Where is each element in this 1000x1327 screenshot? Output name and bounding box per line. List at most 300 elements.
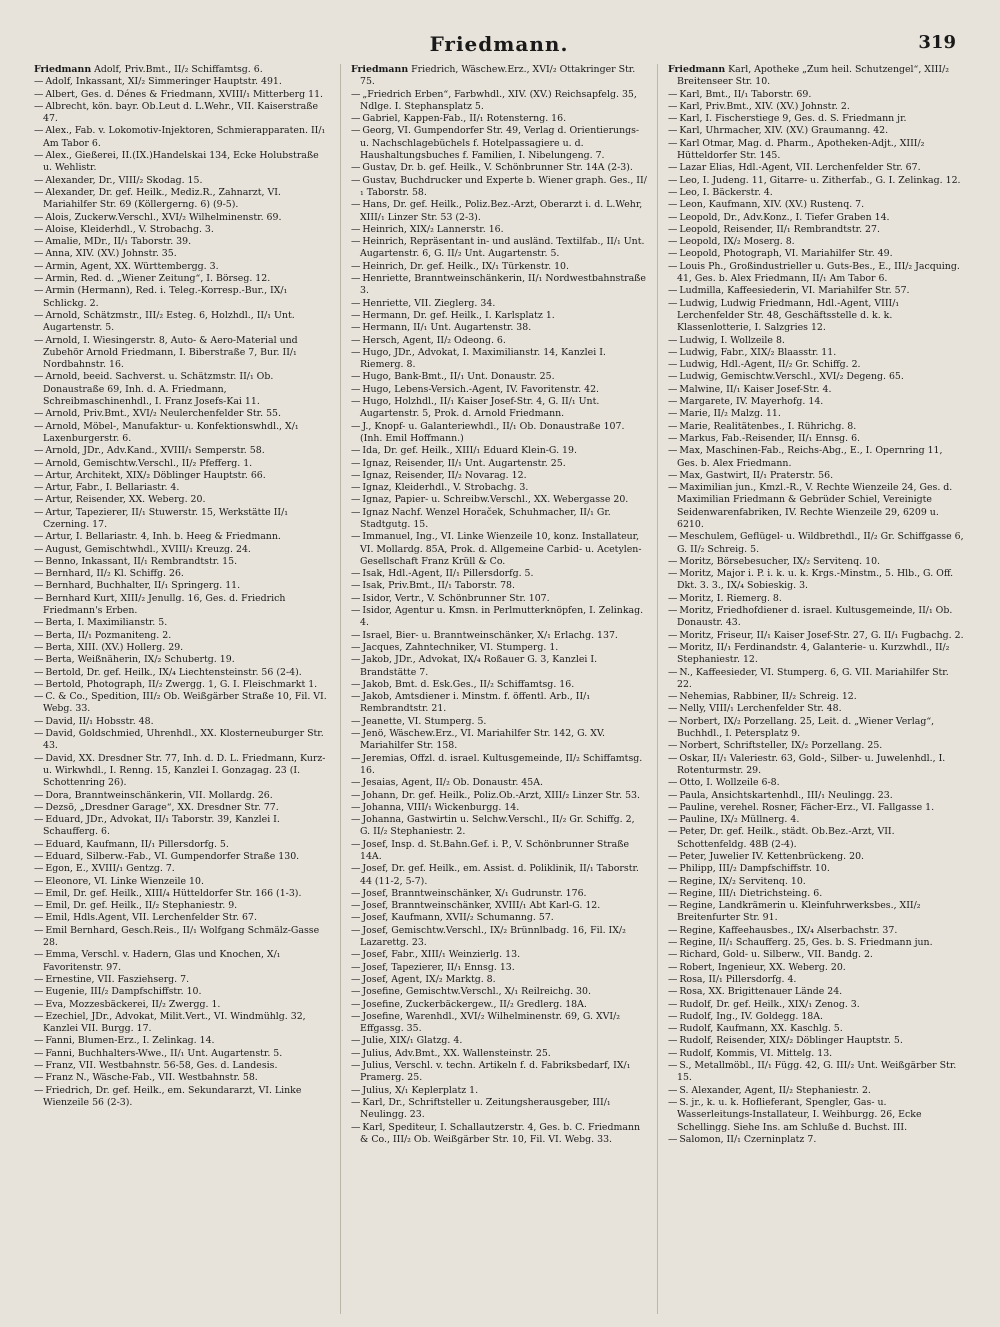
directory-entry: — Lazar Elias, Hdl.-Agent, VII. Lerchenfelder Str. 67. bbox=[668, 162, 921, 174]
directory-entry: — Moritz, I. Riemerg. 8. bbox=[668, 592, 782, 604]
entry-text: Armin, Agent, XX. Württembergg. 3. bbox=[45, 260, 219, 272]
directory-entry: — August, Gemischtwhdl., XVIII/₁ Kreuzg. 24. bbox=[34, 543, 251, 555]
entry-text: Benno, Inkassant, II/₁ Rembrandtstr. 15. bbox=[45, 555, 238, 567]
entry-text: Josefine, Zuckerbäckergew., II/₂ Gredlerg. 18A. bbox=[362, 998, 587, 1010]
directory-entry: — Max, Gastwirt, II/₁ Praterstr. 56. bbox=[668, 469, 834, 481]
surname-heading: Friedmann bbox=[668, 64, 726, 75]
directory-entry: — Nehemias, Rabbiner, II/₂ Schreig. 12. bbox=[668, 691, 857, 703]
entry-text: Ludwig, Hdl.-Agent, II/₂ Gr. Schiffg. 2. bbox=[679, 359, 861, 371]
directory-entry: — Josef, Agent, IX/₂ Marktg. 8. bbox=[351, 973, 496, 985]
entry-text: Fanni, Buchhalters-Wwe., II/₁ Unt. Augartenstr. 5. bbox=[45, 1047, 283, 1059]
directory-entry: — Rudolf, Dr. gef. Heilk., XIX/₁ Zenog. 3. bbox=[668, 998, 860, 1010]
entry-text: Hugo, Lebens-Versich.-Agent, IV. Favoritenstr. 42. bbox=[362, 383, 600, 395]
entry-text: S., Metallmöbl., II/₁ Függ. 42, G. III/₂ Unt. Weißgärber Str. 15. bbox=[677, 1060, 957, 1084]
entry-text: Oskar, II/₁ Valeriestr. 63, Gold-, Silber- u. Juwelenhdl., I. Rotenturmstr. 29. bbox=[677, 752, 946, 776]
directory-entry: — Albrecht, kön. bayr. Ob.Leut d. L.Wehr., VII. Kaiserstraße 47. bbox=[34, 100, 319, 125]
entry-text: Hermann, II/₁ Unt. Augartenstr. 38. bbox=[362, 322, 532, 334]
directory-entry: — Eduard, Silberw.-Fab., VI. Gumpendorfer Straße 130. bbox=[34, 851, 300, 862]
entry-text: Amalie, MDr., II/₁ Taborstr. 39. bbox=[45, 236, 192, 248]
entry-text: Artur, I. Bellariastr. 4, Inh. b. Heeg & Friedmann. bbox=[45, 531, 281, 543]
directory-entry: — Oskar, II/₁ Valeriestr. 63, Gold-, Silber- u. Juwelenhdl., I. Rotenturmstr. 29. bbox=[668, 752, 946, 776]
directory-entry: — Isidor, Agentur u. Kmsn. in Perlmutterknöpfen, I. Zelinkag. 4. bbox=[351, 605, 644, 629]
directory-entry: — Isidor, Vertr., V. Schönbrunner Str. 107. bbox=[351, 592, 550, 604]
directory-entry: — Arnold, Schätzmstr., III/₂ Esteg. 6, Holzhdl., II/₁ Unt. Augartenstr. 5. bbox=[34, 309, 295, 334]
entry-text: Ludwig, Ludwig Friedmann, Hdl.-Agent, VIII/₁ Lerchenfelder Str. 48, Geschäftsstelle d. k. k. Klassenlotterie, I. Salzgries 12. bbox=[677, 297, 900, 334]
entry-text: Emma, Verschl. v. Hadern, Glas und Knochen, X/₁ Favoritenstr. 97. bbox=[43, 949, 281, 973]
entry-text: Karl, Bmt., II/₁ Taborstr. 69. bbox=[679, 88, 812, 100]
directory-entry: — Dora, Branntweinschänkerin, VII. Mollardg. 26. bbox=[34, 789, 273, 801]
directory-entry: — Josef, Gemischtw.Verschl., IX/₂ Brünnlbadg. 16, Fil. IX/₂ Lazarettg. 23. bbox=[351, 924, 626, 949]
entry-text: Josef, Dr. gef. Heilk., em. Assist. d. Poliklinik, II/₁ Taborstr. 44 (11-2, 5-7). bbox=[360, 863, 639, 887]
entry-text: Marie, Realitätenbes., I. Rührichg. 8. bbox=[679, 420, 857, 432]
entry-text: Jakob, Bmt. d. Esk.Ges., II/₂ Schiffamtsg. 16. bbox=[362, 678, 575, 690]
directory-entry: — Armin, Red. d. „Wiener Zeitung“, I. Börseg. 12. bbox=[34, 273, 271, 285]
directory-entry: — Eugenie, III/₂ Dampfschiffstr. 10. bbox=[34, 986, 202, 998]
entry-text: Karl, Spediteur, I. Schallautzerstr. 4, Ges. b. C. Friedmann & Co., III/₂ Ob. Weißgärber Str. 10, Fil. VI. Webg. 33. bbox=[360, 1121, 641, 1145]
entry-text: Isidor, Agentur u. Kmsn. in Perlmutterknöpfen, I. Zelinkag. 4. bbox=[360, 605, 644, 629]
entry-text: Isak, Hdl.-Agent, II/₁ Pillersdorfg. 5. bbox=[362, 568, 534, 580]
entry-text: Johanna, Gastwirtin u. Selchw.Verschl., II/₂ Gr. Schiffg. 2, G. II/₂ Stephaniestr. 2. bbox=[360, 814, 635, 838]
entry-text: Eduard, Silberw.-Fab., VI. Gumpendorfer Straße 130. bbox=[45, 851, 300, 862]
entry-text: Armin, Red. d. „Wiener Zeitung“, I. Börseg. 12. bbox=[45, 273, 271, 285]
directory-entry: — Eleonore, VI. Linke Wienzeile 10. bbox=[34, 875, 204, 887]
directory-entry: — Leon, Kaufmann, XIV. (XV.) Rustenq. 7. bbox=[668, 199, 865, 211]
directory-entry: — Jeremias, Offzl. d. israel. Kultusgemeinde, II/₂ Schiffamtsg. 16. bbox=[351, 752, 643, 776]
entry-text: Nelly, VIII/₁ Lerchenfelder Str. 48. bbox=[679, 703, 842, 715]
entry-text: Rudolf, Reisender, XIX/₂ Döblinger Hauptstr. 5. bbox=[679, 1035, 903, 1047]
directory-entry: — Karl, I. Fischerstiege 9, Ges. d. S. Friedmann jr. bbox=[668, 113, 907, 125]
directory-entry: — Emil, Hdls.Agent, VII. Lerchenfelder Str. 67. bbox=[34, 912, 257, 924]
entry-text: Ezechiel, JDr., Advokat, Milit.Vert., VI. Windmühlg. 32, Kanzlei VII. Burgg. 17. bbox=[43, 1010, 306, 1035]
entry-text: Ignaz, Reisender, II/₁ Unt. Augartenstr. 25. bbox=[362, 457, 566, 469]
entry-text: Jakob, JDr., Advokat, IX/₄ Roßauer G. 3, Kanzlei I. Brandstätte 7. bbox=[360, 654, 598, 678]
directory-entry: — Regine, III/₁ Dietrichsteing. 6. bbox=[668, 887, 823, 899]
entry-text: Heinrich, XIX/₂ Lannerstr. 16. bbox=[362, 223, 504, 235]
entry-text: Salomon, II/₁ Czerninplatz 7. bbox=[679, 1133, 817, 1145]
directory-entry: — Josef, Branntweinschänker, X/₁ Gudrunstr. 176. bbox=[351, 887, 587, 899]
directory-entry: — Johanna, VIII/₁ Wickenburgg. 14. bbox=[351, 801, 520, 813]
entry-text: Berta, II/₁ Pozmaniteng. 2. bbox=[45, 629, 172, 641]
entry-text: Alex., Gießerei, II.(IX.)Handelskai 134, Ecke Holubstraße u. Wehlistr. bbox=[43, 150, 319, 174]
entry-text: Ludwig, I. Wollzeile 8. bbox=[679, 334, 785, 346]
directory-entry: — Hersch, Agent, II/₂ Odeong. 6. bbox=[351, 334, 506, 346]
directory-entry: — N., Kaffeesieder, VI. Stumperg. 6, G. VII. Mariahilfer Str. 22. bbox=[668, 666, 949, 690]
entry-text: Josef, Branntweinschänker, XVIII/₁ Abt Karl-G. 12. bbox=[362, 900, 601, 912]
entry-text: Adolf, Inkassant, XI/₂ Simmeringer Hauptstr. 491. bbox=[45, 76, 282, 88]
directory-entry: — Ignaz, Kleiderhdl., V. Strobachg. 3. bbox=[351, 482, 529, 494]
entry-text: Josefine, Gemischtw.Verschl., X/₁ Reilreichg. 30. bbox=[362, 986, 591, 998]
column-middle bbox=[351, 64, 647, 1314]
column-divider bbox=[657, 64, 658, 1314]
directory-entry: — Heinrich, Dr. gef. Heilk., IX/₁ Türkenstr. 10. bbox=[351, 260, 569, 272]
entry-text: Ludwig, Gemischtw.Verschl., XVI/₂ Degeng. 65. bbox=[679, 371, 904, 383]
column-left bbox=[34, 64, 330, 1314]
entry-text: Otto, I. Wollzeile 6-8. bbox=[679, 777, 780, 789]
directory-entry: — Jakob, Amtsdiener i. Minstm. f. öffentl. Arb., II/₁ Rembrandtstr. 21. bbox=[351, 691, 591, 715]
entry-text: Jacques, Zahntechniker, VI. Stumperg. 1. bbox=[362, 641, 559, 653]
directory-entry: — Arnold, Möbel-, Manufaktur- u. Konfektionswhdl., X/₁ Laxenburgerstr. 6. bbox=[34, 420, 299, 444]
entry-text: Friedrich, Dr. gef. Heilk., em. Sekundararzt, VI. Linke Wienzeile 56 (2-3). bbox=[43, 1084, 302, 1108]
directory-entry: — Josef, Kaufmann, XVII/₂ Schumanng. 57. bbox=[351, 912, 554, 924]
directory-entry: — Jakob, Bmt. d. Esk.Ges., II/₂ Schiffamtsg. 16. bbox=[351, 678, 575, 690]
entry-text: Karl, Dr., Schriftsteller u. Zeitungsherausgeber, III/₁ Neulingg. 23. bbox=[360, 1096, 611, 1121]
entry-text: Hugo, Bank-Bmt., II/₁ Unt. Donaustr. 25. bbox=[362, 371, 555, 383]
directory-entry: — Georg, VI. Gumpendorfer Str. 49, Verlag d. Orientierungs- u. Nachschlagebüchels f. Hotelpassagiere u. d. Haushaltungsbuches f. Familien, I. Nibelungeng. 7. bbox=[351, 125, 640, 162]
entry-text: Josef, Tapezierer, II/₁ Ennsg. 13. bbox=[362, 961, 515, 973]
entry-text: Henriette, VII. Zieglerg. 34. bbox=[362, 297, 496, 309]
directory-entry: — Franz N., Wäsche-Fab., VII. Westbahnstr. 58. bbox=[34, 1072, 258, 1084]
entry-text: Peter, Dr. gef. Heilk., städt. Ob.Bez.-Arzt, VII. Schottenfeldg. 48B (2-4). bbox=[677, 826, 895, 850]
entry-text: Eleonore, VI. Linke Wienzeile 10. bbox=[45, 875, 204, 887]
directory-entry: — Moritz, Friseur, II/₁ Kaiser Josef-Str. 27, G. II/₁ Fugbachg. 2. bbox=[668, 629, 964, 641]
directory-entry: — Artur, Architekt, XIX/₂ Döblinger Hauptstr. 66. bbox=[34, 469, 266, 481]
directory-entry: — Regine, Landkrämerin u. Kleinfuhrwerksbes., XII/₂ Breitenfurter Str. 91. bbox=[668, 900, 921, 924]
directory-entry: — Armin (Hermann), Red. i. Teleg.-Korresp.-Bur., IX/₁ Schlickg. 2. bbox=[34, 285, 288, 309]
directory-entry: — Moritz, Major i. P. i. k. u. k. Krgs.-Minstm., 5. Hlb., G. Off. Dkt. 3. 3., IX/₄ Sobieskig. 3. bbox=[668, 568, 954, 592]
entry-text: Rudolf, Dr. gef. Heilk., XIX/₁ Zenog. 3. bbox=[679, 998, 860, 1010]
entry-text: Louis Ph., Großindustrieller u. Guts-Bes., E., III/₂ Jacquing. 41, Ges. b. Alex Friedmann, II/₁ Am Tabor 6. bbox=[677, 260, 960, 285]
directory-entry: — Robert, Ingenieur, XX. Weberg. 20. bbox=[668, 961, 846, 973]
directory-entry: — David, Goldschmied, Uhrenhdl., XX. Klosterneuburger Str. 43. bbox=[34, 728, 324, 752]
directory-entry: — Berta, I. Maximilianstr. 5. bbox=[34, 617, 168, 629]
entry-text: Berta, XIII. (XV.) Hollerg. 29. bbox=[45, 641, 184, 653]
entry-text: Arnold, I. Wiesingerstr. 8, Auto- & Aero-Material und Zubehör Arnold Friedmann, I. Biberstraße 7, Bur. II/₁ Nordbahnstr. 16. bbox=[43, 334, 298, 371]
directory-entry: — Pauline, IX/₂ Müllnerg. 4. bbox=[668, 814, 800, 826]
directory-entry: — Regine, II/₁ Schaufferg. 25, Ges. b. S. Friedmann jun. bbox=[668, 937, 933, 949]
entry-text: Hugo, JDr., Advokat, I. Maximilianstr. 14, Kanzlei I. Riemerg. 8. bbox=[360, 346, 606, 371]
entry-text: Jakob, Amtsdiener i. Minstm. f. öffentl. Arb., II/₁ Rembrandtstr. 21. bbox=[360, 691, 591, 715]
entry-text: Josef, Fabr., XIII/₁ Weinzierlg. 13. bbox=[362, 949, 521, 961]
directory-entry: — Nelly, VIII/₁ Lerchenfelder Str. 48. bbox=[668, 703, 842, 715]
directory-entry: — Karl, Spediteur, I. Schallautzerstr. 4, Ges. b. C. Friedmann & Co., III/₂ Ob. Weißgärber Str. 10, Fil. VI. Webg. 33. bbox=[351, 1121, 641, 1145]
directory-entry: — Ernestine, VII. Fasziehserg. 7. bbox=[34, 973, 190, 985]
entry-text: Isak, Priv.Bmt., II/₁ Taborstr. 78. bbox=[362, 580, 515, 592]
directory-entry: — Emil Bernhard, Gesch.Reis., II/₁ Wolfgang Schmälz-Gasse 28. bbox=[34, 924, 320, 949]
directory-entry: — Benno, Inkassant, II/₁ Rembrandtstr. 15. bbox=[34, 555, 238, 567]
directory-entry: — Albert, Ges. d. Dénes & Friedmann, XVIII/₁ Mitterberg 11. bbox=[34, 88, 324, 100]
entry-text: Pauline, IX/₂ Müllnerg. 4. bbox=[679, 814, 800, 826]
directory-entry: — Hugo, Holzhdl., II/₁ Kaiser Josef-Str. 4, G. II/₁ Unt. Augartenstr. 5, Prok. d. Arnold Friedmann. bbox=[351, 396, 600, 420]
entry-text: Heinrich, Dr. gef. Heilk., IX/₁ Türkenstr. 10. bbox=[362, 260, 569, 272]
entry-text: Arnold, beeid. Sachverst. u. Schätzmstr. II/₁ Ob. Donaustraße 69, Inh. d. A. Friedmann, Schreibmaschinenhdl., I. Franz Josefs-Kai 11. bbox=[43, 371, 274, 408]
directory-entry: — Ignaz, Reisender, II/₁ Unt. Augartenstr. 25. bbox=[351, 457, 566, 469]
entry-text: Eduard, Kaufmann, II/₁ Pillersdorfg. 5. bbox=[45, 838, 229, 850]
entry-text: Moritz, I. Riemerg. 8. bbox=[679, 592, 782, 604]
directory-entry: — Alex., Fab. v. Lokomotiv-Injektoren, Schmierapparaten. II/₁ Am Tabor 6. bbox=[34, 125, 326, 149]
directory-entry: — Hans, Dr. gef. Heilk., Poliz.Bez.-Arzt, Oberarzt i. d. L.Wehr, XIII/₁ Linzer Str. 53 (2-3). bbox=[351, 199, 643, 223]
directory-entry: — Josef, Branntweinschänker, XVIII/₁ Abt Karl-G. 12. bbox=[351, 900, 601, 912]
directory-entry: — Arnold, I. Wiesingerstr. 8, Auto- & Aero-Material und Zubehör Arnold Friedmann, I. Biberstraße 7, Bur. II/₁ Nordbahnstr. 16. bbox=[34, 334, 298, 371]
entry-text: Rosa, II/₁ Pillersdorfg. 4. bbox=[679, 973, 797, 985]
entry-text: N., Kaffeesieder, VI. Stumperg. 6, G. VII. Mariahilfer Str. 22. bbox=[677, 666, 949, 690]
directory-entry: — Regine, Kaffeehausbes., IX/₄ Alserbachstr. 37. bbox=[668, 924, 898, 936]
directory-entry: — Berta, Weißnäherin, IX/₂ Schubertg. 19. bbox=[34, 654, 235, 666]
entry-text: Malwine, II/₁ Kaiser Josef-Str. 4. bbox=[679, 383, 832, 395]
entry-text: Peter, Juwelier IV. Kettenbrückeng. 20. bbox=[679, 851, 865, 862]
directory-entry: — Meschulem, Geflügel- u. Wildbrethdl., II/₂ Gr. Schiffgasse 6, G. II/₂ Schreig. 5. bbox=[668, 531, 964, 555]
entry-text: Pauline, verehel. Rosner, Fächer-Erz., VI. Fallgasse 1. bbox=[679, 801, 935, 813]
column-divider bbox=[340, 64, 341, 1314]
directory-entry: — Gustav, Dr. b. gef. Heilk., V. Schönbrunner Str. 14A (2-3). bbox=[351, 162, 633, 174]
directory-entry: — Rudolf, Kaufmann, XX. Kaschlg. 5. bbox=[668, 1023, 843, 1035]
directory-entry: — Julie, XIX/₁ Glatzg. 4. bbox=[351, 1035, 463, 1047]
entry-text: Bertold, Photograph, II/₂ Zwergg. 1, G. I. Fleischmarkt 1. bbox=[45, 678, 318, 690]
entry-text: Ernestine, VII. Fasziehserg. 7. bbox=[45, 973, 190, 985]
directory-entry: — Leo, I. Bäckerstr. 4. bbox=[668, 186, 773, 198]
entry-text: Albrecht, kön. bayr. Ob.Leut d. L.Wehr., VII. Kaiserstraße 47. bbox=[43, 100, 319, 125]
directory-entry: — Julius, X/₁ Keplerplatz 1. bbox=[351, 1084, 479, 1096]
entry-text: Bernhard, II/₂ Kl. Schiffg. 26. bbox=[45, 568, 184, 580]
directory-entry bbox=[351, 64, 647, 89]
page-header bbox=[34, 30, 964, 64]
directory-entry: — Norbert, IX/₂ Porzellang. 25, Leit. d. „Wiener Verlag“, Buchhdl., I. Petersplatz 9. bbox=[668, 715, 935, 740]
directory-entry: — Julius, Adv.Bmt., XX. Wallensteinstr. 25. bbox=[351, 1047, 551, 1059]
entry-text: Max, Gastwirt, II/₁ Praterstr. 56. bbox=[679, 469, 834, 481]
entry-text: Josef, Gemischtw.Verschl., IX/₂ Brünnlbadg. 16, Fil. IX/₂ Lazarettg. 23. bbox=[360, 924, 626, 949]
entry-text: Ignaz Nachf. Wenzel Horaček, Schuhmacher, II/₁ Gr. Stadtgutg. 15. bbox=[360, 506, 611, 530]
entry-text: Henriette, Branntweinschänkerin, II/₁ Nordwestbahnstraße 3. bbox=[360, 273, 646, 297]
directory-entry: — Peter, Juwelier IV. Kettenbrückeng. 20. bbox=[668, 851, 865, 862]
entry-text: Richard, Gold- u. Silberw., VII. Bandg. 2. bbox=[679, 949, 873, 961]
entry-text: Armin (Hermann), Red. i. Teleg.-Korresp.-Bur., IX/₁ Schlickg. 2. bbox=[43, 285, 288, 309]
directory-entry: — Maximilian jun., Kmzl.-R., V. Rechte Wienzeile 24, Ges. d. Maximilian Friedmann & Gebrüder Schiel, Vereinigte Seidenwarenfabriken, IV. Rechte Wienzeile 29, 6209 u. 6210. bbox=[668, 482, 953, 530]
entry-text: Berta, I. Maximilianstr. 5. bbox=[45, 617, 168, 629]
directory-entry: — Johann, Dr. gef. Heilk., Poliz.Ob.-Arzt, XIII/₂ Linzer Str. 53. bbox=[351, 789, 640, 801]
directory-entry: — Hermann, II/₁ Unt. Augartenstr. 38. bbox=[351, 322, 532, 334]
entry-text: Arnold, Gemischtw.Verschl., II/₂ Pfefferg. 1. bbox=[45, 457, 253, 469]
directory-entry: — Armin, Agent, XX. Württembergg. 3. bbox=[34, 260, 219, 272]
directory-entry: — Josefine, Zuckerbäckergew., II/₂ Gredlerg. 18A. bbox=[351, 998, 587, 1010]
directory-entry: — Josef, Dr. gef. Heilk., em. Assist. d. Poliklinik, II/₁ Taborstr. 44 (11-2, 5-7). bbox=[351, 863, 639, 887]
directory-entry: — Hugo, Bank-Bmt., II/₁ Unt. Donaustr. 25. bbox=[351, 371, 555, 383]
entry-text: Arnold, Priv.Bmt., XVI/₂ Neulerchenfelder Str. 55. bbox=[45, 408, 281, 420]
entry-text: Josef, Branntweinschänker, X/₁ Gudrunstr. 176. bbox=[362, 887, 587, 899]
directory-entry: — Max, Maschinen-Fab., Reichs-Abg., E., I. Opernring 11, Ges. b. Alex Friedmann. bbox=[668, 445, 943, 469]
directory-entry: — Leopold, Photograph, VI. Mariahilfer Str. 49. bbox=[668, 248, 893, 260]
entry-text: Rosa, XX. Brigittenauer Lände 24. bbox=[679, 986, 843, 998]
directory-entry: — Arnold, beeid. Sachverst. u. Schätzmstr. II/₁ Ob. Donaustraße 69, Inh. d. A. Friedmann, Schreibmaschinenhdl., I. Franz Josefs-Kai 11. bbox=[34, 371, 274, 408]
entry-text: Artur, Fabr., I. Bellariastr. 4. bbox=[45, 482, 180, 494]
directory-entry bbox=[668, 64, 964, 89]
directory-entry: — Leopold, Reisender, II/₁ Rembrandtstr. 27. bbox=[668, 223, 880, 235]
entry-text: Adolf, Priv.Bmt., II/₂ Schiffamtsg. 6. bbox=[94, 64, 263, 75]
directory-entry: — Egon, E., XVIII/₁ Gentzg. 7. bbox=[34, 863, 175, 875]
entry-text: Regine, Landkrämerin u. Kleinfuhrwerksbes., XII/₂ Breitenfurter Str. 91. bbox=[677, 900, 921, 924]
directory-entry: — Aloise, Kleiderhdl., V. Strobachg. 3. bbox=[34, 223, 214, 235]
column-right bbox=[668, 64, 964, 1314]
entry-text: Leopold, Photograph, VI. Mariahilfer Str. 49. bbox=[679, 248, 893, 260]
directory-entry: — J., Knopf- u. Galanteriewhdl., II/₁ Ob. Donaustraße 107. (Inh. Emil Hoffmann.) bbox=[351, 420, 625, 444]
directory-entry: — Dezsö, „Dresdner Garage“, XX. Dresdner Str. 77. bbox=[34, 801, 279, 813]
entry-text: Karl, Uhrmacher, XIV. (XV.) Graumanng. 42. bbox=[679, 125, 889, 137]
directory-entry: — Pauline, verehel. Rosner, Fächer-Erz., VI. Fallgasse 1. bbox=[668, 801, 935, 813]
directory-entry: — Hermann, Dr. gef. Heilk., I. Karlsplatz 1. bbox=[351, 309, 555, 321]
directory-entry: — Ezechiel, JDr., Advokat, Milit.Vert., VI. Windmühlg. 32, Kanzlei VII. Burgg. 17. bbox=[34, 1010, 306, 1035]
directory-entry: — Ludwig, I. Wollzeile 8. bbox=[668, 334, 785, 346]
directory-entry: — Philipp, III/₂ Dampfschiffstr. 10. bbox=[668, 863, 830, 875]
directory-entry: — Eduard, Kaufmann, II/₁ Pillersdorfg. 5. bbox=[34, 838, 229, 850]
directory-entry: — Margarete, IV. Mayerhofg. 14. bbox=[668, 396, 824, 408]
directory-entry: — Ignaz, Papier- u. Schreibw.Verschl., XX. Webergasse 20. bbox=[351, 494, 629, 506]
directory-entry: — Jacques, Zahntechniker, VI. Stumperg. 1. bbox=[351, 641, 559, 653]
entry-text: Moritz, Börsebesucher, IX/₂ Servitenq. 10. bbox=[679, 555, 881, 567]
entry-text: Moritz, Friseur, II/₁ Kaiser Josef-Str. 27, G. II/₁ Fugbachg. 2. bbox=[679, 629, 964, 641]
entry-text: Julie, XIX/₁ Glatzg. 4. bbox=[362, 1035, 463, 1047]
directory-entry bbox=[34, 64, 330, 76]
entry-text: Regine, Kaffeehausbes., IX/₄ Alserbachstr. 37. bbox=[679, 924, 898, 936]
entry-text: Dora, Branntweinschänkerin, VII. Mollardg. 26. bbox=[45, 789, 273, 801]
directory-entry: — Marie, Realitätenbes., I. Rührichg. 8. bbox=[668, 420, 857, 432]
directory-entry: — Henriette, Branntweinschänkerin, II/₁ Nordwestbahnstraße 3. bbox=[351, 273, 646, 297]
surname-heading: Friedmann bbox=[34, 64, 92, 75]
directory-entry: — Salomon, II/₁ Czerninplatz 7. bbox=[668, 1133, 817, 1145]
directory-entry: — Karl, Priv.Bmt., XIV. (XV.) Johnstr. 2. bbox=[668, 100, 850, 112]
entry-text: Moritz, II/₁ Ferdinandstr. 4, Galanterie- u. Kurzwhdl., II/₂ Stephaniestr. 12. bbox=[677, 641, 950, 666]
entry-text: Rudolf, Kaufmann, XX. Kaschlg. 5. bbox=[679, 1023, 843, 1035]
entry-text: J., Knopf- u. Galanteriewhdl., II/₁ Ob. Donaustraße 107. (Inh. Emil Hoffmann.) bbox=[360, 420, 625, 444]
entry-text: Georg, VI. Gumpendorfer Str. 49, Verlag d. Orientierungs- u. Nachschlagebüchels f. Hotelpassagiere u. d. Haushaltungsbuches f. Familien, I. Nibelungeng. 7. bbox=[360, 125, 640, 162]
directory-entry: — S., Metallmöbl., II/₁ Függ. 42, G. III/₂ Unt. Weißgärber Str. 15. bbox=[668, 1060, 957, 1084]
entry-text: Regine, II/₁ Schaufferg. 25, Ges. b. S. Friedmann jun. bbox=[679, 937, 933, 949]
entry-text: Julius, Adv.Bmt., XX. Wallensteinstr. 25. bbox=[362, 1047, 551, 1059]
entry-text: Leon, Kaufmann, XIV. (XV.) Rustenq. 7. bbox=[679, 199, 865, 211]
entry-text: Artur, Reisender, XX. Weberg. 20. bbox=[45, 494, 206, 506]
entry-text: Franz N., Wäsche-Fab., VII. Westbahnstr. 58. bbox=[45, 1072, 258, 1084]
entry-text: Gustav, Buchdrucker und Experte b. Wiener graph. Ges., II/₁ Taborstr. 58. bbox=[360, 174, 647, 198]
entry-text: Ignaz, Reisender, II/₂ Novarag. 12. bbox=[362, 469, 527, 481]
directory-entry: — Amalie, MDr., II/₁ Taborstr. 39. bbox=[34, 236, 192, 248]
directory-entry: — Isak, Hdl.-Agent, II/₁ Pillersdorfg. 5. bbox=[351, 568, 534, 580]
entry-text: Ignaz, Papier- u. Schreibw.Verschl., XX. Webergasse 20. bbox=[362, 494, 629, 506]
directory-entry: — Karl, Uhrmacher, XIV. (XV.) Graumanng. 42. bbox=[668, 125, 889, 137]
entry-text: Paula, Ansichtskartenhdl., III/₁ Neulingg. 23. bbox=[679, 789, 893, 801]
entry-text: Regine, III/₁ Dietrichsteing. 6. bbox=[679, 887, 823, 899]
entry-text: Rudolf, Kommis, VI. Mittelg. 13. bbox=[679, 1047, 833, 1059]
entry-text: Isidor, Vertr., V. Schönbrunner Str. 107. bbox=[362, 592, 550, 604]
entry-text: Karl, Apotheke „Zum heil. Schutzengel“, XIII/₂ Breitenseer Str. 10. bbox=[677, 64, 950, 88]
entry-text: Alois, Zuckerw.Verschl., XVI/₂ Wilhelminenstr. 69. bbox=[45, 211, 282, 223]
entry-text: Arnold, Schätzmstr., III/₂ Esteg. 6, Holzhdl., II/₁ Unt. Augartenstr. 5. bbox=[43, 309, 295, 334]
directory-entry: — „Friedrich Erben“, Farbwhdl., XIV. (XV.) Reichsapfelg. 35, Ndlge. I. Stephansplatz 5. bbox=[351, 88, 637, 112]
entry-text: Bernhard, Buchhalter, II/₁ Springerg. 11. bbox=[45, 580, 241, 592]
entry-text: Fanni, Blumen-Erz., I. Zelinkag. 14. bbox=[45, 1035, 215, 1047]
directory-entry: — Jesaias, Agent, II/₂ Ob. Donaustr. 45A. bbox=[351, 777, 543, 789]
directory-entry: — Artur, I. Bellariastr. 4, Inh. b. Heeg & Friedmann. bbox=[34, 531, 281, 543]
directory-entry: — Rosa, II/₁ Pillersdorfg. 4. bbox=[668, 973, 797, 985]
directory-entry: — Ludmilla, Kaffeesiederin, VI. Mariahilfer Str. 57. bbox=[668, 285, 910, 297]
columns-container bbox=[34, 64, 964, 1314]
directory-entry: — Alexander, Dr. gef. Heilk., Mediz.R., Zahnarzt, VI. Mariahilfer Str. 69 (Köllergerng. 6) (9-5). bbox=[34, 186, 281, 211]
entry-text: Johann, Dr. gef. Heilk., Poliz.Ob.-Arzt, XIII/₂ Linzer Str. 53. bbox=[362, 789, 640, 801]
entry-text: Arnold, Möbel-, Manufaktur- u. Konfektionswhdl., X/₁ Laxenburgerstr. 6. bbox=[43, 420, 299, 444]
entry-text: Josefine, Warenhdl., XVI/₂ Wilhelminenstr. 69, G. XVI/₂ Effgassg. 35. bbox=[360, 1010, 621, 1035]
directory-entry: — Artur, Tapezierer, II/₁ Stuwerstr. 15, Werkstätte II/₁ Czerning. 17. bbox=[34, 506, 289, 530]
surname-heading: Friedmann bbox=[351, 64, 409, 75]
directory-entry: — Josefine, Gemischtw.Verschl., X/₁ Reilreichg. 30. bbox=[351, 986, 591, 998]
directory-entry: — Heinrich, XIX/₂ Lannerstr. 16. bbox=[351, 223, 504, 235]
directory-entry: — Alexander, Dr., VIII/₂ Skodag. 15. bbox=[34, 174, 203, 186]
directory-entry: — Arnold, Gemischtw.Verschl., II/₂ Pfefferg. 1. bbox=[34, 457, 253, 469]
directory-entry: — Adolf, Inkassant, XI/₂ Simmeringer Hauptstr. 491. bbox=[34, 76, 282, 88]
directory-entry: — Karl, Dr., Schriftsteller u. Zeitungsherausgeber, III/₁ Neulingg. 23. bbox=[351, 1096, 611, 1121]
entry-text: Ida, Dr. gef. Heilk., XIII/₁ Eduard Klein-G. 19. bbox=[362, 445, 577, 457]
entry-text: „Friedrich Erben“, Farbwhdl., XIV. (XV.) Reichsapfelg. 35, Ndlge. I. Stephansplatz 5. bbox=[360, 88, 637, 112]
entry-text: Jenö, Wäschew.Erz., VI. Mariahilfer Str. 142, G. XV. Mariahilfer Str. 158. bbox=[360, 728, 606, 752]
directory-entry: — Jenö, Wäschew.Erz., VI. Mariahilfer Str. 142, G. XV. Mariahilfer Str. 158. bbox=[351, 728, 606, 752]
entry-text: Josef, Agent, IX/₂ Marktg. 8. bbox=[362, 973, 496, 985]
entry-text: Arnold, JDr., Adv.Kand., XVIII/₁ Semperstr. 58. bbox=[45, 445, 265, 457]
entry-text: Hermann, Dr. gef. Heilk., I. Karlsplatz 1. bbox=[362, 309, 555, 321]
directory-entry: — Bernhard, Buchhalter, II/₁ Springerg. 11. bbox=[34, 580, 241, 592]
entry-text: Artur, Tapezierer, II/₁ Stuwerstr. 15, Werkstätte II/₁ Czerning. 17. bbox=[43, 506, 289, 530]
entry-text: Regine, IX/₂ Servitenq. 10. bbox=[679, 875, 806, 887]
directory-entry: — Jeanette, VI. Stumperg. 5. bbox=[351, 715, 487, 727]
directory-entry: — Anna, XIV. (XV.) Johnstr. 35. bbox=[34, 248, 177, 260]
entry-text: August, Gemischtwhdl., XVIII/₁ Kreuzg. 24. bbox=[45, 543, 251, 555]
entry-text: Karl, I. Fischerstiege 9, Ges. d. S. Friedmann jr. bbox=[679, 113, 907, 125]
entry-text: Ludwig, Fabr., XIX/₂ Blaasstr. 11. bbox=[679, 346, 837, 358]
entry-text: Emil, Dr. gef. Heilk., XIII/₄ Hütteldorfer Str. 166 (1-3). bbox=[45, 887, 302, 899]
directory-entry: — S. jr., k. u. k. Hoflieferant, Spengler, Gas- u. Wasserleitungs-Installateur, I. Weihburgg. 26, Ecke Schellingg. Siehe Ins. am Schluße d. Buchst. III. bbox=[668, 1096, 922, 1133]
directory-entry: — Emil, Dr. gef. Heilk., II/₂ Stephaniestr. 9. bbox=[34, 900, 238, 912]
directory-entry: — Rudolf, Ing., IV. Goldegg. 18A. bbox=[668, 1010, 824, 1022]
directory-entry: — Emil, Dr. gef. Heilk., XIII/₄ Hütteldorfer Str. 166 (1-3). bbox=[34, 887, 302, 899]
entry-text: Leopold, Reisender, II/₁ Rembrandtstr. 27. bbox=[679, 223, 880, 235]
directory-entry: — Berta, XIII. (XV.) Hollerg. 29. bbox=[34, 641, 184, 653]
entry-text: David, Goldschmied, Uhrenhdl., XX. Klosterneuburger Str. 43. bbox=[43, 728, 324, 752]
entry-text: Jeremias, Offzl. d. israel. Kultusgemeinde, II/₂ Schiffamtsg. 16. bbox=[360, 752, 643, 776]
entry-text: Julius, Verschl. v. techn. Artikeln f. d. Fabriksbedarf, IX/₁ Pramerg. 25. bbox=[360, 1060, 631, 1084]
entry-text: Markus, Fab.-Reisender, II/₁ Ennsg. 6. bbox=[679, 432, 861, 444]
directory-entry: — Ludwig, Fabr., XIX/₂ Blaasstr. 11. bbox=[668, 346, 837, 358]
entry-text: Max, Maschinen-Fab., Reichs-Abg., E., I. Opernring 11, Ges. b. Alex Friedmann. bbox=[677, 445, 943, 469]
entry-text: S. Alexander, Agent, II/₂ Stephaniestr. 2. bbox=[679, 1084, 871, 1096]
directory-entry: — Rudolf, Kommis, VI. Mittelg. 13. bbox=[668, 1047, 833, 1059]
directory-entry: — Karl Otmar, Mag. d. Pharm., Apotheken-Adjt., XIII/₂ Hütteldorfer Str. 145. bbox=[668, 137, 925, 162]
directory-entry: — Bertold, Dr. gef. Heilk., IX/₄ Liechtensteinstr. 56 (2-4). bbox=[34, 666, 302, 678]
entry-text: Immanuel, Ing., VI. Linke Wienzeile 10, konz. Installateur, VI. Mollardg. 85A, Prok. d. Allgemeine Carbid- u. Acetylen-Gesellschaft Franz Krüll & Co. bbox=[360, 531, 642, 567]
directory-entry: — Julius, Verschl. v. techn. Artikeln f. d. Fabriksbedarf, IX/₁ Pramerg. 25. bbox=[351, 1060, 631, 1084]
directory-entry: — Artur, Reisender, XX. Weberg. 20. bbox=[34, 494, 206, 506]
directory-entry: — Eduard, JDr., Advokat, II/₁ Taborstr. 39, Kanzlei I. Schaufferg. 6. bbox=[34, 814, 280, 838]
directory-entry: — Ludwig, Ludwig Friedmann, Hdl.-Agent, VIII/₁ Lerchenfelder Str. 48, Geschäftsstelle d. k. k. Klassenlotterie, I. Salzgries 12. bbox=[668, 297, 900, 334]
entry-text: C. & Co., Spedition, III/₂ Ob. Weißgärber Straße 10, Fil. VI. Webg. 33. bbox=[43, 691, 327, 715]
entry-text: Moritz, Friedhofdiener d. israel. Kultusgemeinde, II/₁ Ob. Donaustr. 43. bbox=[677, 605, 953, 629]
entry-text: Norbert, IX/₂ Porzellang. 25, Leit. d. „Wiener Verlag“, Buchhdl., I. Petersplatz 9. bbox=[677, 715, 935, 740]
directory-entry: — Henriette, VII. Zieglerg. 34. bbox=[351, 297, 496, 309]
entry-text: Margarete, IV. Mayerhofg. 14. bbox=[679, 396, 824, 408]
directory-entry: — Malwine, II/₁ Kaiser Josef-Str. 4. bbox=[668, 383, 832, 395]
directory-entry: — Hugo, Lebens-Versich.-Agent, IV. Favoritenstr. 42. bbox=[351, 383, 600, 395]
entry-text: Heinrich, Repräsentant in- und ausländ. Textilfab., II/₁ Unt. Augartenstr. 6, G. II/₂ Unt. Augartenstr. 5. bbox=[360, 236, 645, 260]
entry-text: Ludmilla, Kaffeesiederin, VI. Mariahilfer Str. 57. bbox=[679, 285, 910, 297]
entry-text: Alex., Fab. v. Lokomotiv-Injektoren, Schmierapparaten. II/₁ Am Tabor 6. bbox=[43, 125, 326, 149]
directory-entry: — Otto, I. Wollzeile 6-8. bbox=[668, 777, 780, 789]
entry-text: Hugo, Holzhdl., II/₁ Kaiser Josef-Str. 4, G. II/₁ Unt. Augartenstr. 5, Prok. d. Arnold Friedmann. bbox=[360, 396, 600, 420]
directory-entry: — Hugo, JDr., Advokat, I. Maximilianstr. 14, Kanzlei I. Riemerg. 8. bbox=[351, 346, 606, 371]
directory-entry: — Ignaz, Reisender, II/₂ Novarag. 12. bbox=[351, 469, 527, 481]
directory-entry: — Franz, VII. Westbahnstr. 56-58, Ges. d. Landesis. bbox=[34, 1060, 278, 1072]
directory-entry: — Isak, Priv.Bmt., II/₁ Taborstr. 78. bbox=[351, 580, 515, 592]
entry-text: Albert, Ges. d. Dénes & Friedmann, XVIII/₁ Mitterberg 11. bbox=[45, 88, 324, 100]
directory-entry: — Fanni, Buchhalters-Wwe., II/₁ Unt. Augartenstr. 5. bbox=[34, 1047, 283, 1059]
entry-text: Franz, VII. Westbahnstr. 56-58, Ges. d. Landesis. bbox=[45, 1060, 278, 1072]
entry-text: Maximilian jun., Kmzl.-R., V. Rechte Wienzeile 24, Ges. d. Maximilian Friedmann & Gebrüder Schiel, Vereinigte Seidenwarenfabriken, IV. Rechte Wienzeile 29, 6209 u. 6210. bbox=[677, 482, 953, 530]
entry-text: Jeanette, VI. Stumperg. 5. bbox=[362, 715, 487, 727]
entry-text: S. jr., k. u. k. Hoflieferant, Spengler, Gas- u. Wasserleitungs-Installateur, I. Weihburgg. 26, Ecke Schellingg. Siehe Ins. am Schluße d. Buchst. III. bbox=[677, 1096, 922, 1133]
entry-text: Alexander, Dr. gef. Heilk., Mediz.R., Zahnarzt, VI. Mariahilfer Str. 69 (Köllergerng. 6) (9-5). bbox=[43, 186, 281, 211]
directory-entry: — Berta, II/₁ Pozmaniteng. 2. bbox=[34, 629, 172, 641]
